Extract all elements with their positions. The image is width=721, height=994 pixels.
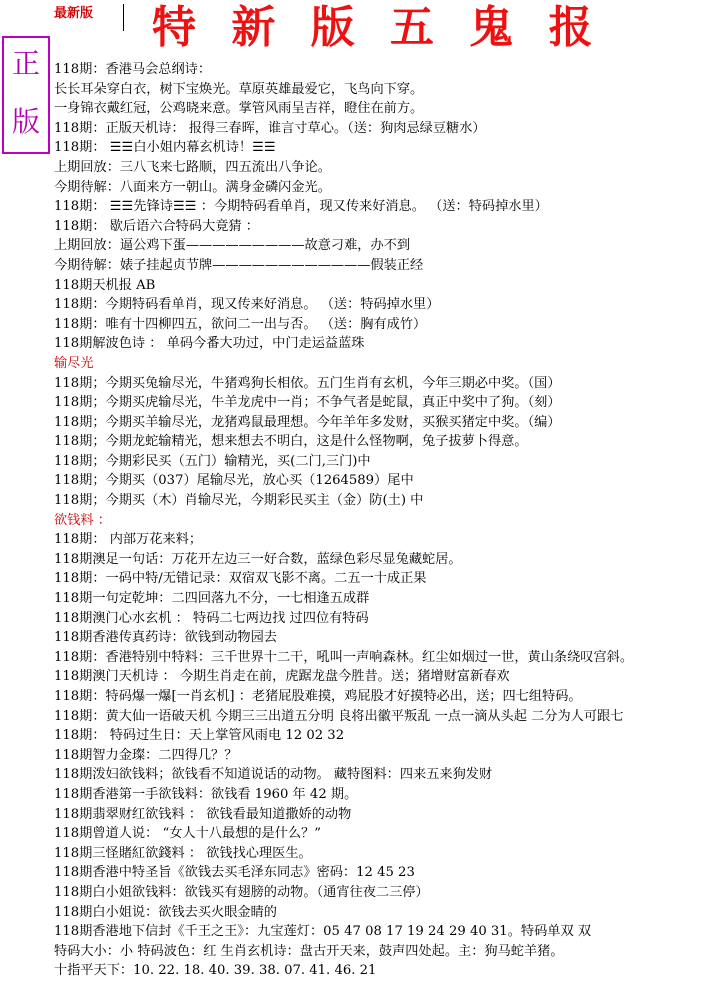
text-line: 118期：黄大仙一语破天机 今期三三出道五分明 良将出徽平叛乱 一点一滴从头起 二分为人可跟七 [54,708,624,724]
text-line: 118期： 歇后语六合特码大竟猜 ： [54,218,259,234]
stamp-char-2: 版 [11,105,40,138]
text-line: 118期澳门天机诗 ： 今期生肖走在前，虎踞龙盘今胜昔。送；猪增财富新春欢 [54,669,510,685]
text-line: 118期香港地下信封《千王之王》：九宝莲灯：05 47 08 17 19 24 29 40 31。特码单双 双 [54,924,592,940]
edition-stamp [2,36,50,154]
text-line: 118期： 内部万花来料； [54,532,203,548]
text-line: 118期：唯有十四柳四五，欲问二一出与否。 （送：胸有成竹） [54,316,427,332]
text-lines [54,60,721,981]
text-line: 118期曾道人说： “女人十八最想的是什么？” [54,826,322,842]
text-line: 118期解波色诗 ： 单码今番大功过，中门走运益蓝珠 [54,336,365,352]
text-line: 118期：香港特别中特料：三千世界十二干，吼叫一声响森林。红尘如烟过一世，黄山条绕叹宫斜。 [54,649,634,665]
text-line: 118期白小姐说：欲钱去买火眼金睛的 [54,904,277,920]
text-line: 118期三怪賭紅欲錢料 ： 欲钱找心理医生。 [54,845,312,861]
text-line: 118期澳足一句话：万花开左边三一好合数，蓝绿色彩尽显兔藏蛇居。 [54,551,462,567]
text-line: 118期天机报 AB [54,277,156,293]
text-line: 上期回放：逼公鸡下蛋—————————故意刁难，办不到 [54,238,411,254]
text-line: 长长耳朵穿白衣，树下宝焕光。草原英雄最爱它，飞鸟向下穿。 [54,81,424,97]
text-line: 十指平天下：10. 22. 18. 40. 39. 38. 07. 41. 46. 21 [54,963,377,979]
text-line: 118期翡翠财红欲钱料 ： 欲钱看最知道撒娇的动物 [54,806,352,822]
text-line: 118期： ☰☰先锋诗☰☰ ：今期特码看单肖，现又传来好消息。 （送：特码掉水里） [54,199,548,215]
text-line: 118期：特码爆一爆[一肖玄机] ：老猪屁股难摸，鸡屁股才好摸特必出，送；四七组特码。 [54,689,582,704]
text-line: 118期：香港马会总纲诗： [54,62,212,77]
text-line: 118期香港第一手欲钱料：欲钱看 1960 年 42 期。 [54,786,358,802]
stamp-char-1: 正 [11,47,40,80]
section-header: 输尽光 [54,355,94,371]
text-line: 118期；今期买（木）肖输尽光，今期彩民买主（金）防(土) 中 [54,493,424,509]
text-line: 一身锦衣戴红冠，公鸡晓来意。掌管风雨呈吉祥，瞪住在前方。 [54,101,424,117]
text-line: 118期一句定乾坤：二四回落九不分，一七相逢五成群 [54,591,370,607]
section-header: 欲钱料 ： [54,512,111,528]
text-line: 118期香港传真药诗：欲钱到动物园去 [54,630,277,646]
text-line: 上期回放：三八飞来七路顺，四五流出八争论。 [54,159,331,175]
text-line: 特码大小：小 特码波色：红 生肖玄机诗：盘古开天来，鼓声四处起。主：狗马蛇羊猪。 [54,943,564,959]
text-line: 118期： ☰☰白小姐内幕玄机诗！☰☰ [54,140,276,156]
text-line: 118期：一码中特/无错记录：双宿双飞影不离。二五一十成正果 [54,571,427,587]
text-line: 今期待解：八面来方一朝山。满身金磷闪金光。 [54,179,331,195]
text-line: 118期；今期买虎输尽光，牛羊龙虎中一肖；不争气者是蛇鼠，真正中奖中了狗。（刻） [54,395,561,411]
title-divider [123,4,124,31]
text-line: 118期；今期买羊输尽光，龙猪鸡鼠最理想。今年羊年多发财，买猴买猪定中奖。（编） [54,414,561,430]
text-line: 118期泼妇欲钱料；欲钱看不知道说话的动物。 藏特图料：四来五来狗发财 [54,767,493,783]
text-line: 今期待解：婊子挂起贞节牌————————————假装正经 [54,257,424,273]
text-line: 118期智力金璨：二四得几？？ [54,747,238,763]
edition-tag: 最新版 [54,6,94,21]
text-line: 118期澳门心水玄机 ： 特码二七两边找 过四位有特码 [54,610,369,626]
text-line: 118期：今期特码看单肖，现又传来好消息。 （送：特码掉水里） [54,297,440,313]
text-line: 118期香港中特圣旨《欲钱去买毛泽东同志》密码：12 45 23 [54,865,415,881]
text-line: 118期；今期龙蛇输精光，想来想去不明白，这是什么怪物啊，兔子拔萝卜得意。 [54,434,528,450]
text-line: 118期；今期买兔输尽光，牛猪鸡狗长相依。五门生肖有玄机，今年三期必中奖。（国） [54,375,561,391]
text-line: 118期；今期彩民买（五门）输精光，买(二门,三门)中 [54,453,371,469]
text-line: 118期；今期买（037）尾输尽光，放心买（1264589）尾中 [54,473,414,489]
text-line: 118期： 特码过生日：天上掌管风雨电 12 02 32 [54,728,345,744]
text-line: 118期：正版天机诗： 报得三春晖，谁言寸草心。（送：狗肉忌绿豆糖水） [54,120,486,136]
page-title: 特 新 版 五 鬼 报 [152,2,603,53]
text-line: 118期白小姐欲钱料：欲钱买有翅膀的动物。（通宵往夜二三停） [54,884,429,900]
